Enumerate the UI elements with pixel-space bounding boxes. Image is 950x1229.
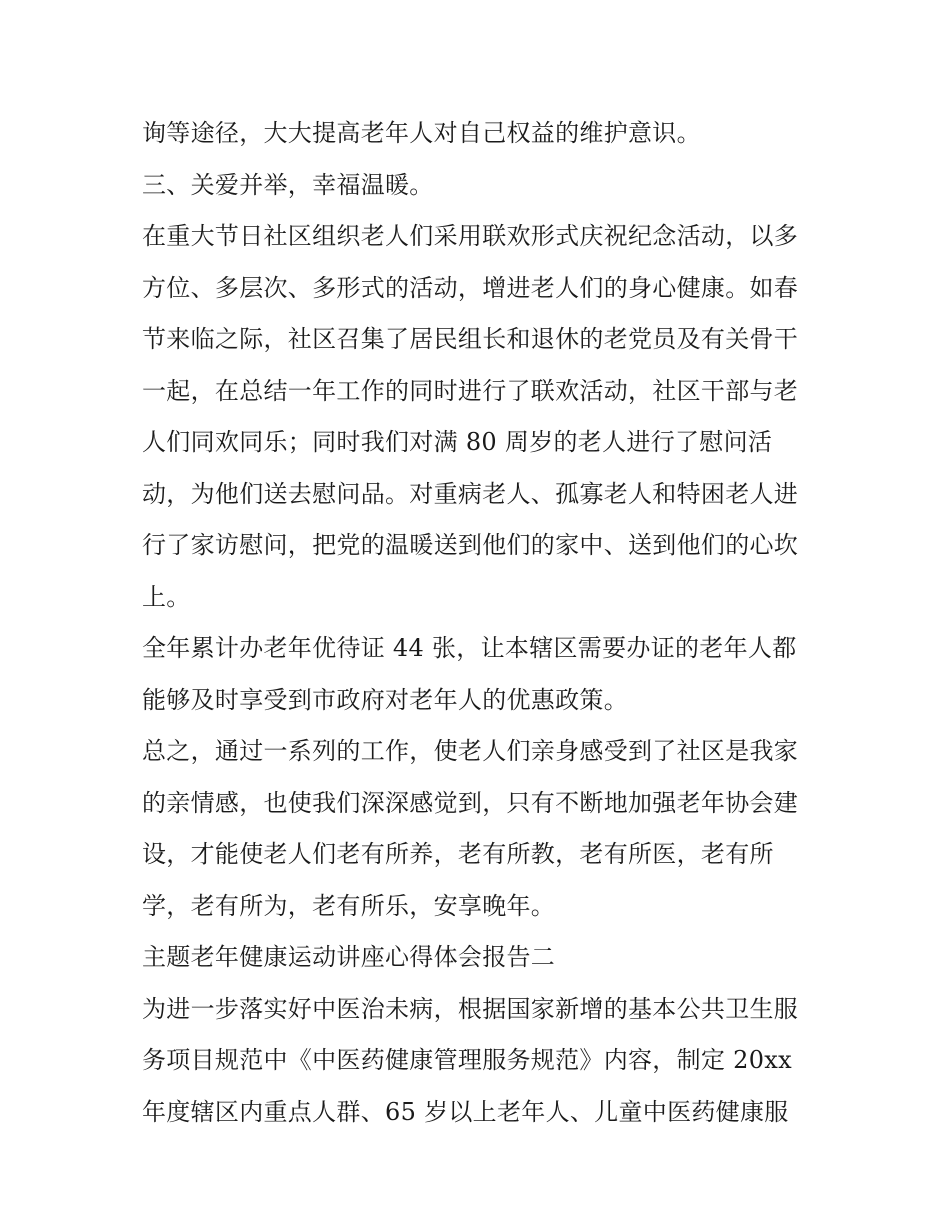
document-body (142, 108, 822, 1138)
text-line: 的亲情感，也使我们深深感觉到，只有不断地加强老年协会建 (142, 788, 799, 817)
report-title: 主题老年健康运动讲座心得体会报告二 (142, 943, 556, 971)
text-line: 全年累计办老年优待证 44 张，让本辖区需要办证的老年人都 (142, 634, 797, 662)
text-line: 方位、多层次、多形式的活动，增进老人们的身心健康。如春 (142, 273, 799, 302)
text-line: 询等途径，大大提高老年人对自己权益的维护意识。 (142, 119, 701, 147)
text-line: 上。 (142, 582, 191, 611)
text-line: 设，才能使老人们老有所养，老有所教，老有所医，老有所 (142, 840, 774, 868)
text-line: 动，为他们送去慰问品。对重病老人、孤寡老人和特困老人进 (142, 479, 799, 508)
text-line: 为进一步落实好中医治未病，根据国家新增的基本公共卫生服 (142, 994, 799, 1023)
text-line: 年度辖区内重点人群、65 岁以上老年人、儿童中医药健康服 (142, 1097, 789, 1126)
section-heading: 三、关爱并举，幸福温暖。 (142, 170, 434, 199)
text-line: 节来临之际，社区召集了居民组长和退休的老党员及有关骨干 (142, 325, 799, 353)
text-line: 学，老有所为，老有所乐，安享晚年。 (142, 891, 556, 920)
text-line: 务项目规范中《中医药健康管理服务规范》内容，制定 20xx (142, 1046, 792, 1074)
text-line: 行了家访慰问，把党的温暖送到他们的家中、送到他们的心坎 (142, 531, 799, 559)
text-line: 一起，在总结一年工作的同时进行了联欢活动，社区干部与老 (142, 376, 799, 405)
text-line: 人们同欢同乐；同时我们对满 80 周岁的老人进行了慰问活 (142, 428, 773, 456)
text-line: 总之，通过一系列的工作，使老人们亲身感受到了社区是我家 (142, 737, 799, 765)
text-line: 能够及时享受到市政府对老年人的优惠政策。 (142, 685, 628, 714)
text-line: 在重大节日社区组织老人们采用联欢形式庆祝纪念活动，以多 (142, 222, 799, 250)
